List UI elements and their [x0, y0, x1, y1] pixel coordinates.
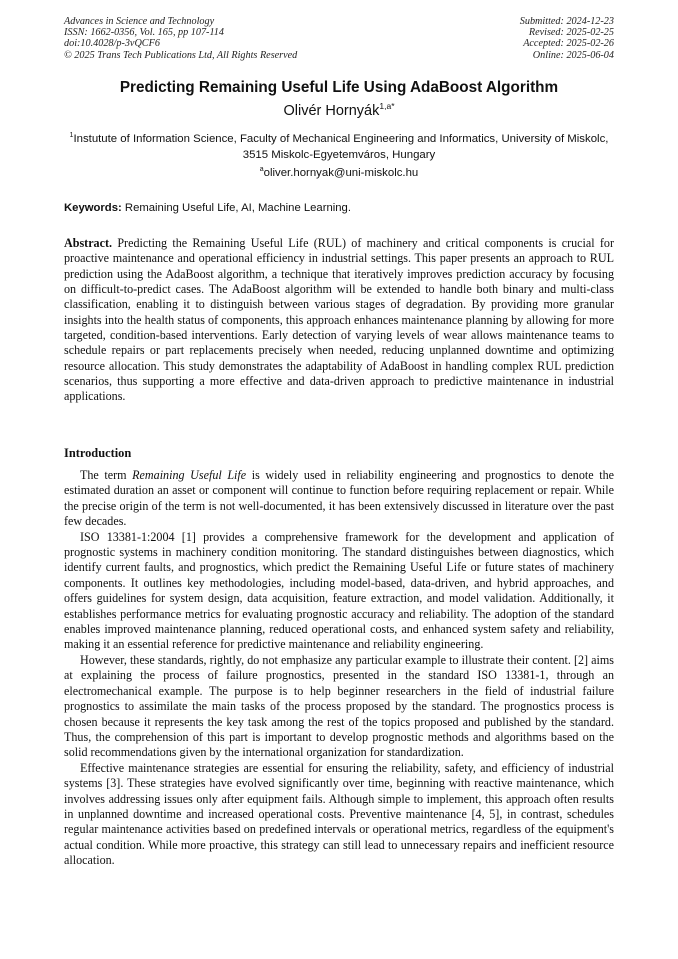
issn-line: ISSN: 1662-0356, Vol. 165, pp 107-114	[64, 27, 224, 39]
affiliation-superscript: 1	[69, 132, 74, 139]
p1-after: is widely used in reliability engineering and prognostics to denote the estimated duration an asset or component will continue to function before requiring replacement or repair. While the precise origin of the term is not well-documented, it has been extensively discussed in literature over the past few decades.	[64, 468, 614, 529]
abstract	[64, 236, 614, 405]
copyright-line: © 2025 Trans Tech Publications Ltd, All Rights Reserved	[64, 49, 298, 61]
email-address[interactable]: oliver.hornyak@uni-miskolc.hu	[263, 166, 419, 179]
journal-name: Advances in Science and Technology	[64, 16, 215, 27]
affiliation-text: Instutute of Information Science, Faculty of Mechanical Engineering and Informatics, University of Miskolc, 3515 Miskolc-Egyetemváros, Hungary	[73, 132, 609, 161]
journal-header	[64, 16, 297, 61]
introduction-heading: Introduction	[64, 446, 132, 460]
paper-title: Predicting Remaining Useful Life Using AdaBoost Algorithm	[119, 79, 559, 96]
affiliation	[64, 128, 614, 163]
abstract-label: Abstract.	[64, 236, 113, 250]
doi-line[interactable]: doi:10.4028/p-3vQCF6	[64, 38, 160, 50]
keywords	[64, 202, 614, 214]
paragraph: Effective maintenance strategies are essential for ensuring the reliability, safety, and efficiency of industrial systems [3]. These strategies have evolved significantly over time, beginning with reactive maintenance, which involves addressing issues only after equipment fails. Although simple to implement, this approach often results in unplanned downtime and increased operational costs. Preventive maintenance [4, 5], in contrast, schedules regular maintenance activities based on predefined intervals or operational metrics, regardless of the equipment's actual condition. While more proactive, this strategy can still lead to unnecessary repairs and inefficient resource allocation.	[64, 760, 614, 868]
p1-emphasis: Remaining Useful Life	[132, 468, 247, 482]
author-email	[0, 166, 678, 179]
email-superscript: a	[259, 166, 264, 173]
paragraph	[64, 468, 614, 530]
keywords-label: Keywords:	[64, 202, 122, 214]
submitted-date: Submitted: 2024-12-23	[519, 16, 614, 27]
paragraph: ISO 13381-1:2004 [1] provides a comprehensive framework for the development and application of prognostic systems in machinery condition monitoring. The standard distinguishes between diagnostics, which identify current faults, and prognostics, which predict the Remaining Useful Life or future states of machinery components. It outlines key methodologies, including model-based, data-driven, and hybrid approaches, and offers guidelines for system design, data acquisition, feature extraction, and model validation. Additionally, it establishes performance metrics for evaluating prognostic accuracy and reliability. The adoption of the standard enables improved maintenance planning, reduced operational costs, and enhanced system safety and reliability, making it an essential reference for predictive maintenance and reliability engineering.	[64, 529, 614, 652]
keywords-text: Remaining Useful Life, AI, Machine Learning.	[124, 202, 351, 214]
dates-header	[520, 16, 614, 61]
author-superscript: 1,a*	[379, 101, 395, 111]
online-date: Online: 2025-06-04	[532, 49, 614, 61]
abstract-text: Predicting the Remaining Useful Life (RUL) of machinery and critical components is crucial for proactive maintenance and operational efficiency in industrial settings. This paper presents an approach to RUL prediction using the AdaBoost algorithm, a technique that iteratively improves prediction accuracy by focusing on difficult-to-predict cases. The AdaBoost algorithm will be extended to handle both binary and multi-class classification, enabling it to distinguish between various stages of degradation. By providing more granular insights into the health status of components, this approach enhances maintenance planning by allowing for more targeted, condition-based interventions. Early detection of varying levels of wear allows maintenance teams to schedule repairs or part replacements precisely when needed, reducing unplanned downtime and optimizing resource allocation. This study demonstrates the adaptability of AdaBoost in handling complex RUL prediction scenarios, thus supporting a more effective and data-driven approach to predictive maintenance in industrial applications.	[64, 236, 614, 404]
p1-before: The term	[80, 468, 133, 482]
author-line	[0, 101, 678, 119]
paragraph: However, these standards, rightly, do not emphasize any particular example to illustrate their content. [2] aims at explaining the process of failure prognostics, presented in the standard ISO 13381-1, through an electromechanical example. The purpose is to help beginner researchers in the field of industrial failure prognostics to assimilate the main tasks of the process proposed by the standard. The prognostics process is chosen because it represents the key task among the rest of the topics proposed and published by the standard. Thus, the comprehension of this part is important to develop prognostic methods and algorithms based on the solid recommendations given by the international organization for standardization.	[64, 652, 614, 760]
accepted-date: Accepted: 2025-02-26	[523, 38, 614, 50]
author-name: Olivér Hornyák	[283, 102, 380, 119]
introduction-body	[64, 468, 614, 869]
revised-date: Revised: 2025-02-25	[528, 27, 614, 39]
